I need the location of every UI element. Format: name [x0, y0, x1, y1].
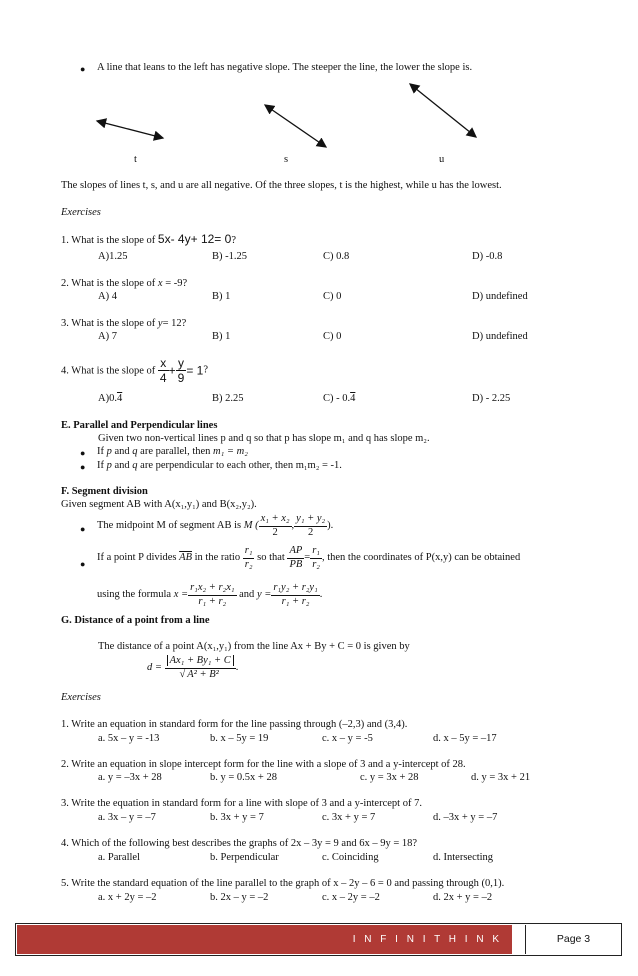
ex2-q5-text: 5. Write the standard equation of the line parallel to the graph of x – 2y – 6 = 0 and passing through (0,1). [61, 878, 505, 889]
ex2-q5-option-a: a. x + 2y = –2 [98, 892, 157, 903]
bullet-icon: ● [80, 559, 86, 569]
q2-option-a: A) 4 [98, 291, 117, 302]
q1-option-a: A)1.25 [98, 251, 128, 262]
ex2-q3-text: 3. Write the equation in standard form for a line with slope of 3 and a y-intercept of 7. [61, 798, 422, 809]
ex2-q2-text: 2. Write an equation in slope intercept form for the line with a slope of 3 and a y-intercept of 28. [61, 759, 466, 770]
ex2-q4-option-c: c. Coinciding [322, 852, 379, 863]
label-u: u [439, 154, 445, 165]
ex2-q3-option-d: d. –3x + y = –7 [433, 812, 498, 823]
q3-option-c: C) 0 [323, 331, 342, 342]
q4-option-c: C) - 0.4 [323, 393, 356, 404]
ex2-q4-option-b: b. Perpendicular [210, 852, 279, 863]
ex2-q2-option-d: d. y = 3x + 21 [471, 772, 531, 783]
page-number: Page 3 [525, 925, 621, 954]
ex2-q1-option-b: b. x – 5y = 19 [210, 733, 269, 744]
section-f-heading: F. Segment division [61, 486, 148, 497]
q3-text: 3. What is the slope of y= 12? [61, 318, 187, 329]
intro-text: A line that leans to the left has negative slope. The steeper the line, the lower the slope is. [97, 62, 473, 73]
section-formula: using the formula x = $\frac{\text{r₁x₂ + r₂x₁}}{\text{r₁ + r₂}}$ and y = $\frac{\text{r₁y₂ + r₂y₁}}{\text{r₁ + r₂}}$ . [97, 582, 323, 607]
q1-option-c: C) 0.8 [323, 251, 350, 262]
exercises-heading: Exercises [61, 207, 101, 218]
q4-text: 4. What is the slope of $\frac{x}{4}$ + $\frac{y}{9}$ = 1? [61, 356, 208, 386]
exercises-heading-2: Exercises [61, 692, 101, 703]
footer-brand: I N F I N I T H I N K [17, 925, 512, 954]
ex2-q2-option-b: b. y = 0.5x + 28 [210, 772, 277, 783]
q2-option-d: D) undefined [472, 291, 528, 302]
page-footer [15, 923, 622, 956]
q3-option-a: A) 7 [98, 331, 117, 342]
ex2-q2-option-c: c. y = 3x + 28 [360, 772, 419, 783]
ex2-q4-option-d: d. Intersecting [433, 852, 494, 863]
ex2-q1-text: 1. Write an equation in standard form for the line passing through (–2,3) and (3,4). [61, 719, 408, 730]
parallel-rule: If p and q are parallel, then m₁ = m₂ [97, 446, 248, 457]
q4-option-d: D) - 2.25 [472, 393, 511, 404]
bullet-icon: ● [80, 462, 86, 472]
ex2-q2-option-a: a. y = –3x + 28 [98, 772, 162, 783]
label-s: s [284, 154, 289, 165]
ex2-q1-option-a: a. 5x – y = -13 [98, 733, 160, 744]
ex2-q5-option-b: b. 2x – y = –2 [210, 892, 269, 903]
midpoint-formula: The midpoint M of segment AB is M ( $\frac{\text{x₁ + x₂}}{2}$ , $\frac{\text{y₁ + y₂}}{2}$ ). [97, 513, 334, 538]
q1-text: 1. What is the slope of 5x- 4y+ 12= 0? [61, 232, 236, 246]
ex2-q3-option-c: c. 3x + y = 7 [322, 812, 376, 823]
ex2-q4-option-a: a. Parallel [98, 852, 140, 863]
section-g-heading: G. Distance of a point from a line [61, 615, 210, 626]
distance-formula: d = $\frac{\text{Ax₁ + By₁ + C}}{\text{√ A² + B²}}$ . [147, 655, 239, 680]
ex2-q1-option-c: c. x – y = -5 [322, 733, 373, 744]
slope-lines-diagram [0, 0, 638, 200]
slopes-summary: The slopes of lines t, s, and u are all negative. Of the three slopes, t is the highest, while u has the lowest. [61, 180, 502, 191]
q3-option-b: B) 1 [212, 331, 231, 342]
ex2-q5-option-c: c. x – 2y = –2 [322, 892, 380, 903]
q2-text: 2. What is the slope of x = -9? [61, 278, 188, 289]
bullet-icon: ● [80, 524, 86, 534]
label-t: t [134, 154, 137, 165]
ex2-q5-option-d: d. 2x + y = –2 [433, 892, 493, 903]
q1-option-b: B) -1.25 [212, 251, 247, 262]
line-t [97, 121, 163, 138]
perpendicular-rule: If p and q are perpendicular to each other, then m₁m₂ = -1. [97, 460, 342, 471]
section-f-given: Given segment AB with A(x₁,y₁) and B(x₂,y₂). [61, 499, 257, 510]
ex2-q3-option-b: b. 3x + y = 7 [210, 812, 264, 823]
section-e-intro: Given two non-vertical lines p and q so that p has slope m₁ and q has slope m₂. [98, 433, 430, 444]
q2-option-c: C) 0 [323, 291, 342, 302]
line-u [410, 84, 476, 137]
q4-option-b: B) 2.25 [212, 393, 244, 404]
bullet-icon: ● [80, 448, 86, 458]
distance-text: The distance of a point A(x₁,y₁) from the line Ax + By + C = 0 is given by [98, 641, 410, 652]
line-s [265, 105, 326, 147]
ex2-q3-option-a: a. 3x – y = –7 [98, 812, 156, 823]
section-e-heading: E. Parallel and Perpendicular lines [61, 420, 218, 431]
bullet-icon: ● [80, 64, 86, 74]
q3-option-d: D) undefined [472, 331, 528, 342]
q1-option-d: D) -0.8 [472, 251, 503, 262]
ex2-q1-option-d: d. x – 5y = –17 [433, 733, 497, 744]
q2-option-b: B) 1 [212, 291, 231, 302]
q4-option-a: A)0.4 [98, 393, 123, 404]
ex2-q4-text: 4. Which of the following best describes the graphs of 2x – 3y = 9 and 6x – 9y = 18? [61, 838, 418, 849]
ratio-formula: If a point P divides $\overline{AB}$ in the ratio $\frac{\text{r₁}}{\text{r₂}}$ so that $\frac{AP}{PB}$ = $\frac{\text{r₁}}{\text{r₂}}$ , then the coordinates of P(x,y) can be obtained [97, 545, 521, 570]
